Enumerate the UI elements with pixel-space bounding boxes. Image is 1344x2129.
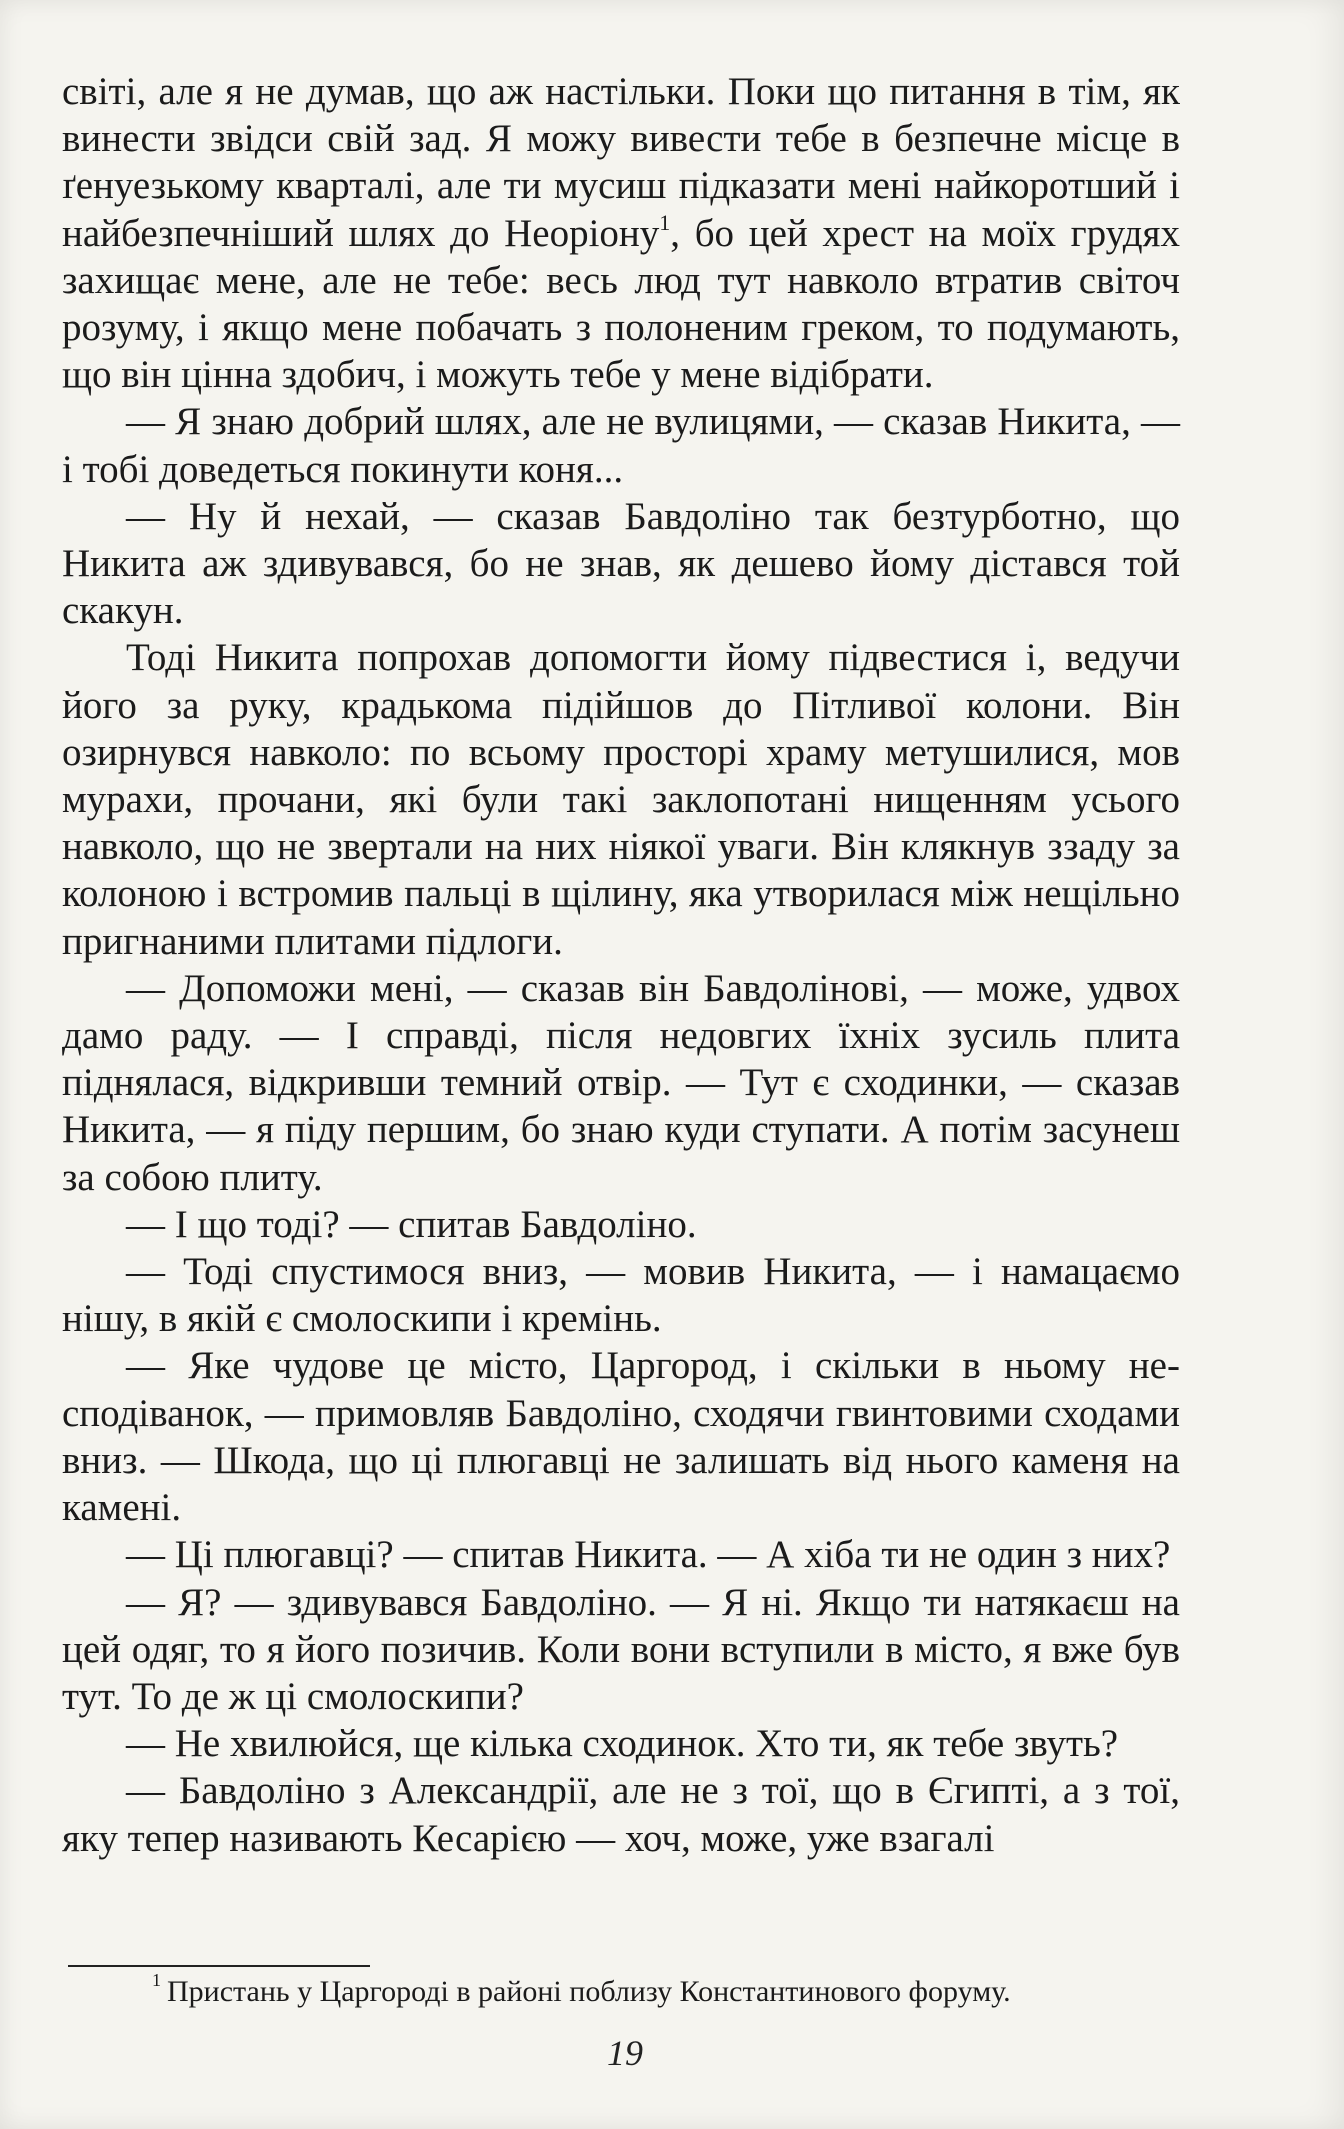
paragraph: — І що тоді? — спитав Бавдоліно. [126,1202,697,1246]
footnote-text: Пристань у Царгороді в районі поблизу Константинового форуму. [167,1975,1011,2008]
paragraph: — Я знаю добрий шлях, але не вулицями, — сказав Никита, — і тобі доведеться покинути коня... [62,400,1180,491]
page-number: 19 [607,2033,643,2073]
paragraph: Тоді Никита попрохав допомогти йому підвестися і, ведучи його за руку, крадькома підійшов до Пітливої колони. Він озирнувся навколо: по всьому просторі храму метушилися, мов мурахи, прочани, які були такі заклопотані нищенням усього навколо, що не звертали на них ніякої уваги. Він клякнув ззаду за колоною і встромив пальці в щілину, яка утворилася між нещільно пригнаними плитами підлоги. [62,636,1180,963]
paragraph: — Ну й нехай, — сказав Бавдоліно так безтурботно, що Никита аж здивувався, бо не знав, як дешево йому дістався той скакун. [62,494,1180,633]
body-text [62,68,1180,1862]
paragraph: — Тоді спустимося вниз, — мовив Никита, — і намацаємо нішу, в якій є смолоскипи і кремінь. [62,1250,1180,1341]
footnote [68,1972,1176,2012]
paragraph: — Допоможи мені, — сказав він Бавдолінові, — може, удвох дамо раду. — І справді, після недовгих їхніх зусиль плита піднялася, відкривши темний отвір. — Тут є сходинки, — сказав Никита, — я піду першим, бо знаю куди ступати. А потім засунеш за собою плиту. [62,966,1180,1199]
footnote-number: 1 [152,1970,161,1990]
paragraph: — Ці плюгавці? — спитав Никита. — А хіба ти не один з них? [126,1533,1171,1577]
paragraph-continuation [62,68,1180,398]
paragraph: — Яке чудове це місто, Царгород, і скільки в ньому несподіванок, — примовляв Бавдоліно, сходячи гвинтовими сходами вниз. — Шкода, що ці плюгавці не залишать від нього каменя на камені. [62,1344,1180,1530]
paragraph-text: , бо цей хрест на моїх грудях захищає мене, але не тебе: весь люд тут навколо втратив світоч розуму, і якщо мене побачать з полоненим греком, то подумають, що він цінна здобич, і можуть тебе у мене відібрати. [62,211,1180,397]
footnote-divider [68,1965,370,1967]
paragraph: — Не хвилюйся, ще кілька сходинок. Хто ти, як тебе звуть? [126,1722,1119,1766]
paragraph: — Я? — здивувався Бавдоліно. — Я ні. Якщо ти натякаєш на цей одяг, то я його позичив. Коли вони вступили в місто, я вже був тут. То де ж ці смолоскипи? [62,1580,1180,1718]
paragraph-text: світі, але я не думав, що аж настільки. Поки що питання в тім, як винести звідси свій зад. Я можу вивести тебе в безпечне місце в ґенуезькому кварталі, але ти мусиш підказати мені найкоротший і найбезпечніший шлях до Неоріону [62,70,1180,255]
footnote-reference: 1 [659,209,671,235]
paragraph: — Бавдоліно з Александрії, але не з тої, що в Єгипті, а з тої, яку тепер називають Кесарією — хоч, може, уже взагалі [62,1769,1180,1860]
